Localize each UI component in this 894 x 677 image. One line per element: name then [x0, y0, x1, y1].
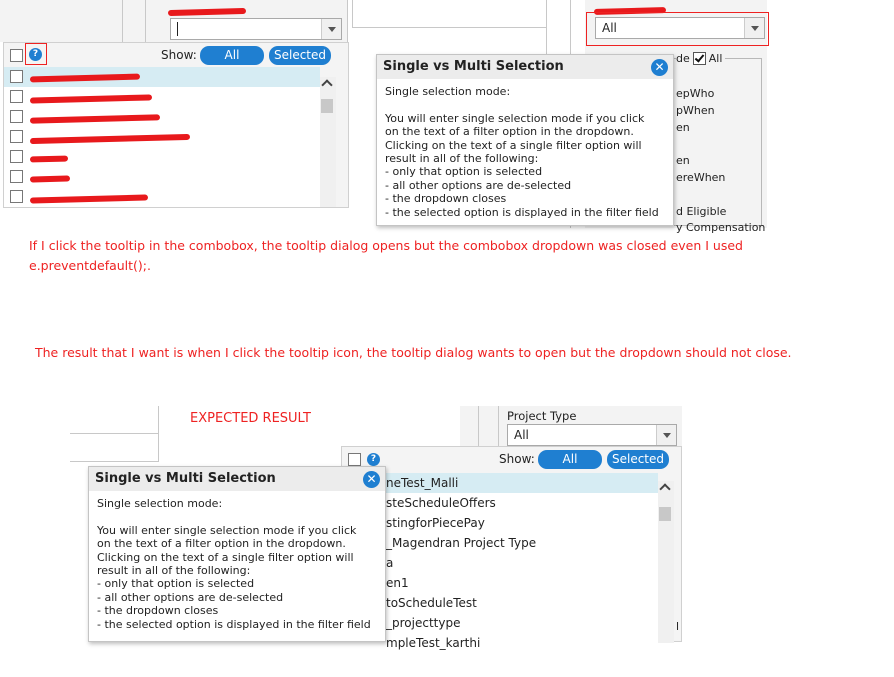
groupbox-item	[676, 187, 768, 204]
tooltip-header	[377, 55, 673, 79]
divider	[70, 461, 158, 462]
group-all-checkbox[interactable]	[693, 52, 706, 65]
list-item[interactable]	[342, 513, 658, 533]
show-selected-button[interactable]: Selected	[269, 46, 331, 65]
divider	[70, 433, 158, 434]
option-checkbox[interactable]	[10, 70, 23, 83]
tooltip-body: Single selection mode: You will enter single selection mode if you click on the text of a filter option in the dropdown. Clicking on the text of a single filter option will result in all of the following: - only that option is selected - all other options are de-selected - the dropdown closes - the selected option is displayed in the filter field	[385, 85, 659, 219]
tooltip-dialog	[376, 54, 674, 226]
annotation-line-2: e.preventdefault();.	[29, 258, 151, 273]
chevron-down-icon[interactable]	[321, 19, 341, 39]
tooltip-title: Single vs Multi Selection	[95, 471, 276, 486]
annotation-problem	[29, 236, 829, 276]
help-icon[interactable]: ?	[367, 453, 380, 466]
list-item[interactable]	[342, 553, 658, 573]
list-item[interactable]	[342, 533, 658, 553]
divider	[498, 406, 499, 446]
dropdown-header	[4, 43, 348, 67]
top-options-list	[4, 67, 320, 207]
redacted-text	[30, 134, 190, 144]
list-item[interactable]	[342, 613, 658, 633]
tooltip-dialog	[88, 466, 386, 642]
list-item[interactable]	[342, 633, 658, 653]
option-checkbox[interactable]	[10, 150, 23, 163]
divider	[352, 0, 353, 28]
text-cursor	[177, 22, 178, 36]
groupbox-item: pWhen	[676, 103, 715, 117]
chevron-up-icon[interactable]	[659, 483, 670, 494]
redacted-text	[30, 114, 160, 123]
option-checkbox[interactable]	[10, 170, 23, 183]
option-label: _projecttype	[386, 616, 461, 630]
redacted-text	[30, 156, 68, 163]
divider	[158, 406, 159, 462]
combobox-value: All	[602, 21, 617, 35]
scrollbar[interactable]	[320, 77, 336, 207]
option-label: steScheduleOffers	[386, 496, 496, 510]
option-checkbox[interactable]	[10, 190, 23, 203]
show-all-button[interactable]: All	[538, 450, 602, 469]
tooltip-header	[89, 467, 385, 491]
group-all-label: All	[708, 51, 723, 65]
show-label: Show:	[161, 48, 197, 62]
list-item[interactable]	[342, 493, 658, 513]
group-partial-label: de	[676, 51, 690, 65]
list-item[interactable]	[4, 87, 320, 107]
option-label: mpleTest_karthi	[386, 636, 481, 650]
help-icon[interactable]: ?	[29, 48, 42, 61]
annotation-line-1: If I click the tooltip in the combobox, the tooltip dialog opens but the combobox dropdown was closed even I used	[29, 238, 743, 253]
list-item[interactable]	[4, 167, 320, 187]
option-checkbox[interactable]	[10, 110, 23, 123]
option-checkbox[interactable]	[10, 130, 23, 143]
divider	[352, 27, 546, 28]
bottom-options-list	[342, 473, 658, 653]
redacted-text	[30, 194, 148, 203]
group-header	[676, 51, 725, 65]
check-icon	[694, 52, 704, 62]
groupbox-item: epWho	[676, 87, 715, 100]
select-all-checkbox[interactable]	[10, 49, 23, 62]
option-label: a	[386, 556, 394, 570]
chevron-down-icon[interactable]	[744, 18, 764, 38]
divider	[478, 406, 479, 446]
list-item[interactable]	[342, 473, 658, 493]
show-selected-button[interactable]: Selected	[607, 450, 669, 469]
scrollbar-thumb[interactable]	[659, 507, 671, 521]
tooltip-title: Single vs Multi Selection	[383, 59, 564, 74]
top-filter-combobox[interactable]	[170, 18, 342, 40]
groupbox-item: en	[676, 154, 690, 168]
combobox-value: All	[514, 428, 529, 442]
redacted-text	[30, 175, 70, 182]
groupbox-item: ereWhen	[676, 170, 726, 184]
list-item[interactable]	[342, 593, 658, 613]
bottom-dropdown	[341, 446, 682, 650]
groupbox-item	[676, 136, 768, 153]
list-item[interactable]	[4, 127, 320, 147]
project-type-combobox[interactable]	[507, 424, 677, 446]
annotation-desired: The result that I want is when I click the tooltip icon, the tooltip dialog wants to open but the dropdown should not close.	[35, 345, 792, 360]
list-item[interactable]	[4, 107, 320, 127]
groupbox-item: y Compensation	[676, 221, 766, 235]
list-item[interactable]	[4, 67, 320, 87]
right-filter-combobox[interactable]	[595, 17, 765, 39]
groupbox-item: en	[676, 120, 690, 134]
groupbox-item: d Eligible	[676, 204, 727, 218]
tooltip-body: Single selection mode: You will enter single selection mode if you click on the text of a filter option in the dropdown. Clicking on the text of a single filter option will result in all of the following: - only that option is selected - all other options are de-selected - the dropdown closes - the selected option is displayed in the filter field	[97, 497, 371, 631]
close-icon[interactable]: ✕	[651, 59, 668, 76]
list-item[interactable]	[4, 147, 320, 167]
scrollbar[interactable]	[658, 481, 674, 643]
show-label: Show:	[499, 452, 535, 466]
divider	[122, 0, 123, 42]
option-checkbox[interactable]	[10, 90, 23, 103]
chevron-up-icon[interactable]	[321, 79, 332, 90]
right-edge-fragment: l	[676, 620, 680, 633]
option-label: neTest_Malli	[386, 476, 459, 490]
scrollbar-thumb[interactable]	[321, 99, 333, 113]
list-item[interactable]	[4, 187, 320, 207]
redacted-text	[30, 74, 140, 83]
option-label: en1	[386, 576, 409, 590]
top-dropdown	[3, 42, 349, 208]
select-all-checkbox[interactable]	[348, 453, 361, 466]
chevron-down-icon[interactable]	[656, 425, 676, 445]
option-label: _Magendran Project Type	[386, 536, 537, 550]
divider	[145, 0, 146, 42]
list-item[interactable]	[342, 573, 658, 593]
close-icon[interactable]: ✕	[363, 471, 380, 488]
project-type-label: Project Type	[507, 409, 577, 423]
option-label: toScheduleTest	[386, 596, 477, 610]
divider	[546, 0, 547, 60]
right-items-list	[676, 86, 768, 237]
redacted-text	[30, 94, 152, 103]
expected-result-label: EXPECTED RESULT	[190, 411, 311, 426]
show-all-button[interactable]: All	[200, 46, 264, 65]
option-label: stingforPiecePay	[386, 516, 485, 530]
